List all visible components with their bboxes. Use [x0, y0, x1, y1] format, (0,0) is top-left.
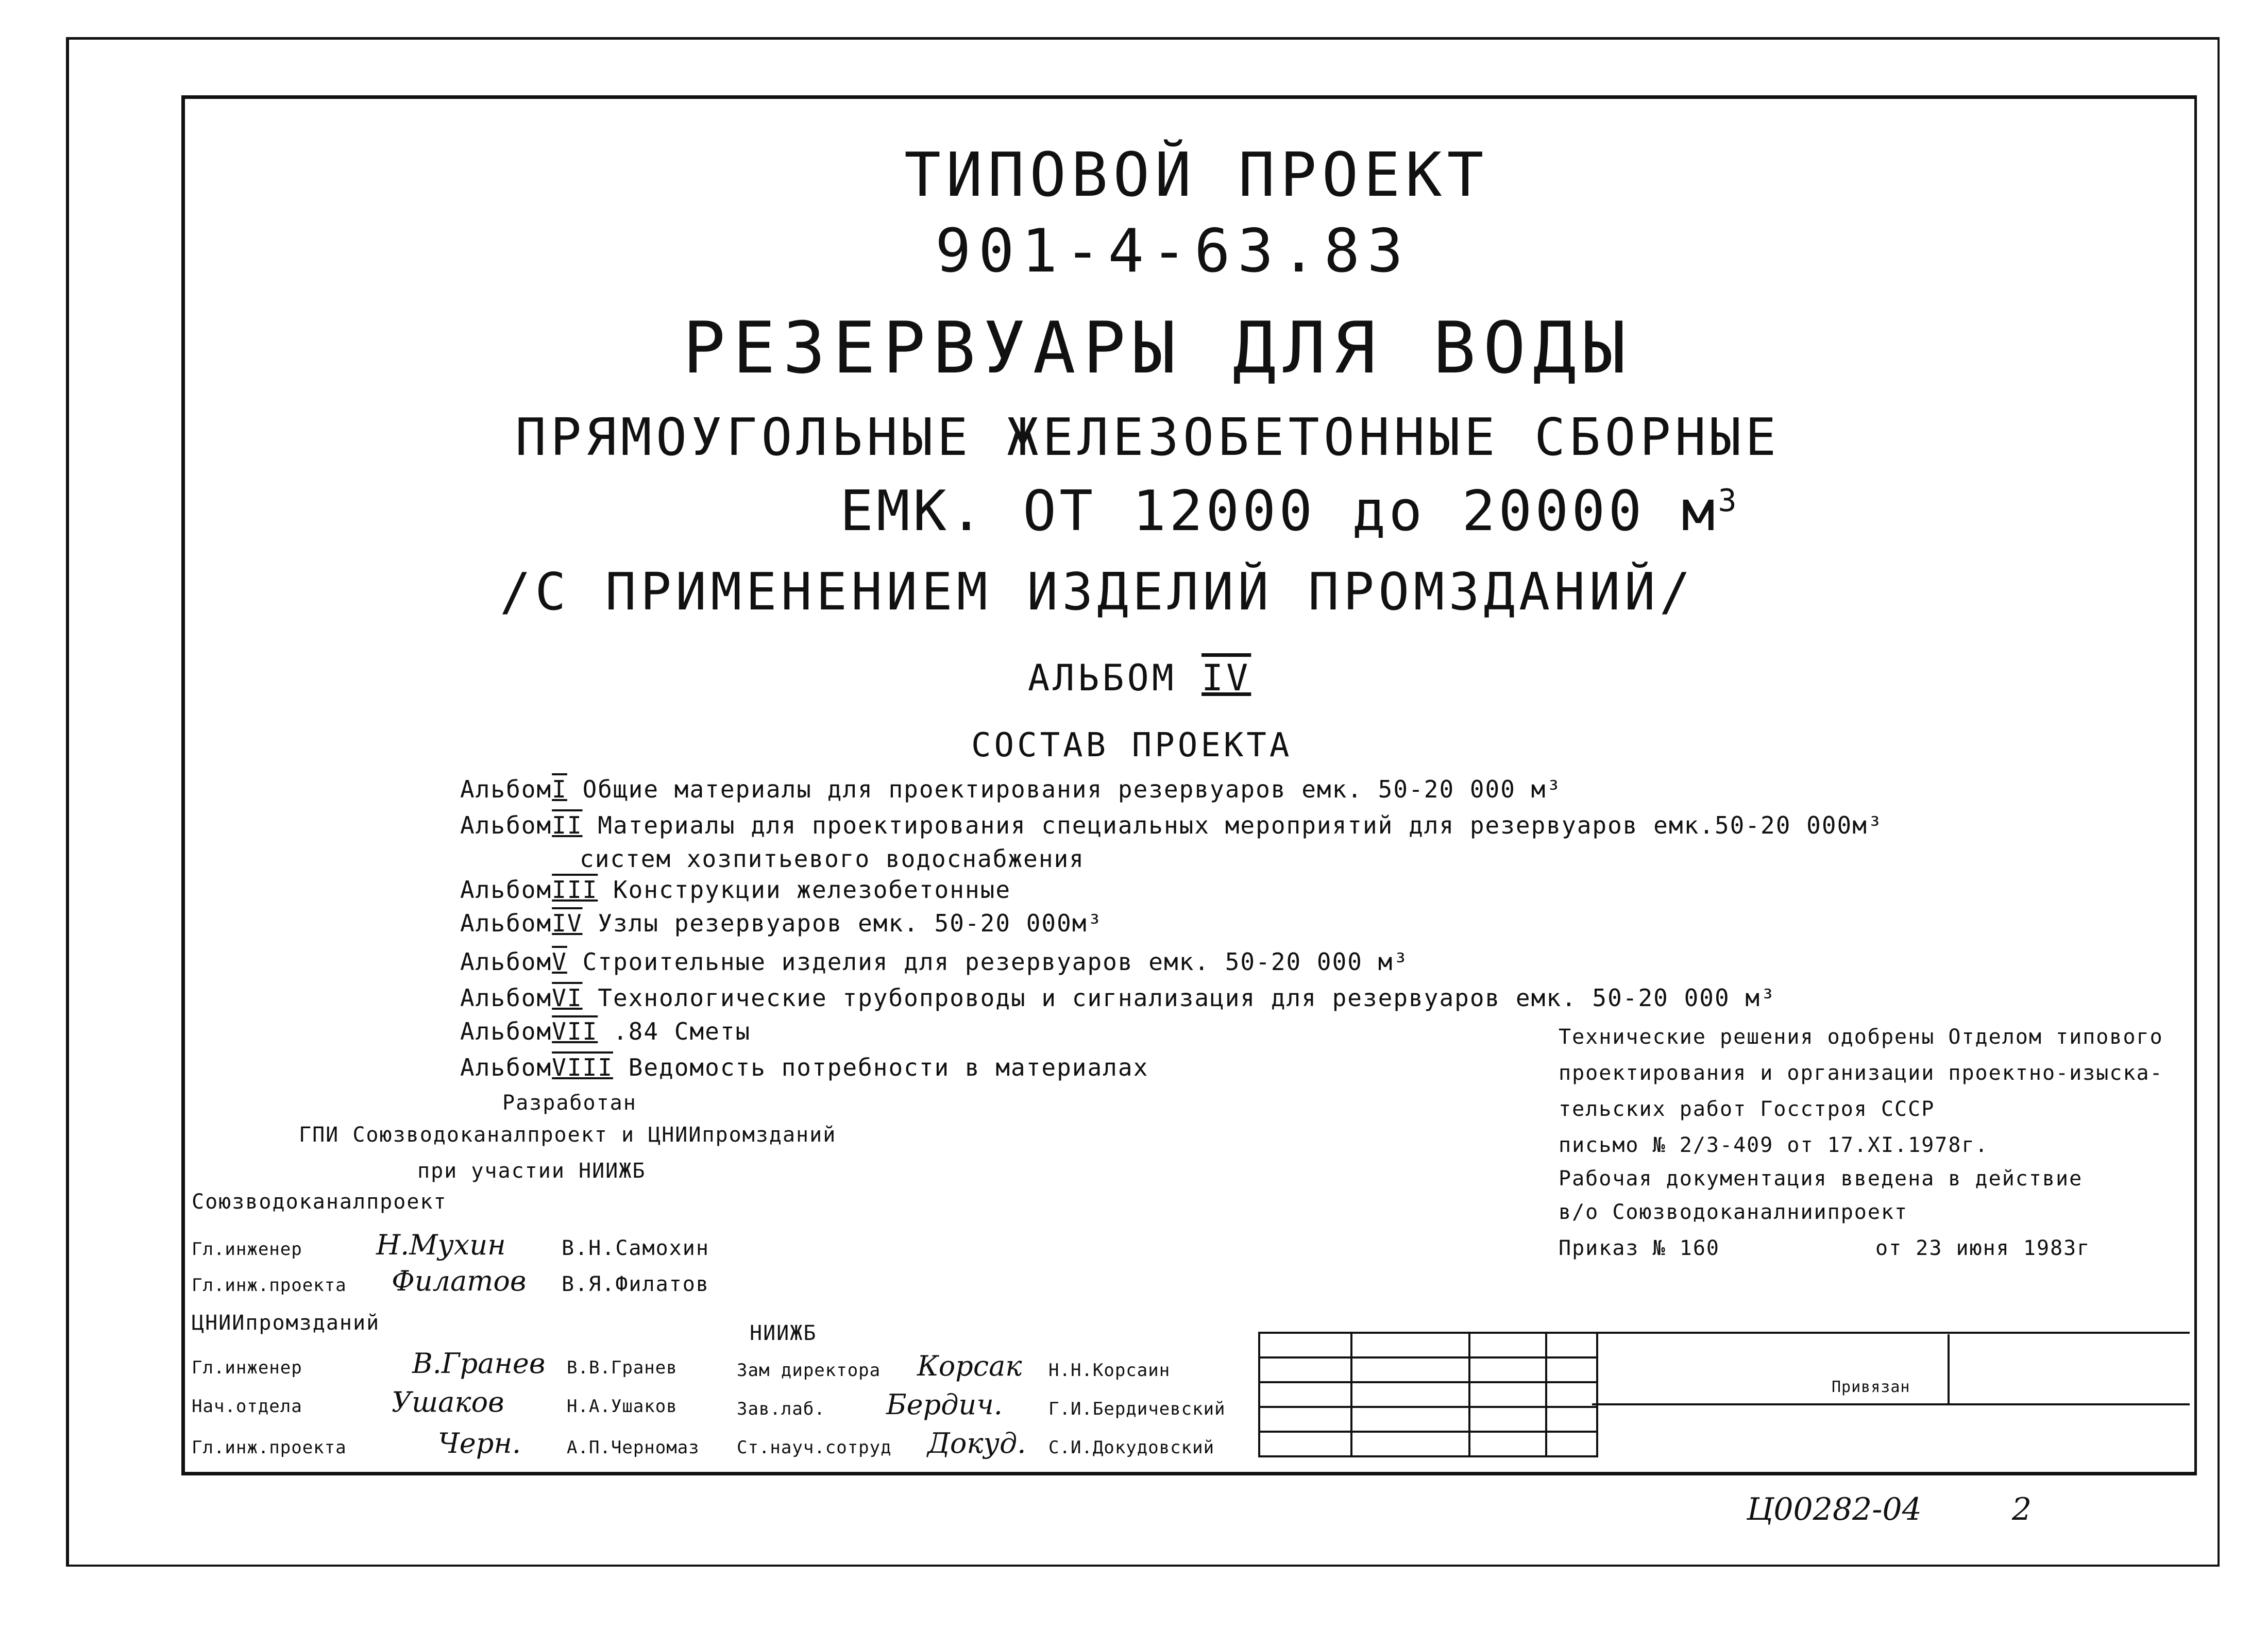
album-row-4: [460, 909, 1103, 937]
developed-participation: при участии НИИЖБ: [417, 1159, 646, 1183]
album-row-7: [460, 1017, 751, 1045]
title-capacity-text: ЕМК. ОТ 12000 до 20000 м: [840, 479, 1718, 544]
org3-signature-1: Корсак: [917, 1350, 1022, 1382]
org2-signature-3: Черн.: [438, 1427, 521, 1459]
album-row-num: VIII: [552, 1054, 613, 1081]
document-number: Ц00282-04: [1747, 1491, 1922, 1527]
sheet-number: 2: [2012, 1491, 2032, 1527]
title-project-number: 901-4-63.83: [935, 216, 1411, 286]
org2-signature-1: В.Гранев: [412, 1347, 546, 1380]
approval-line-7b: от 23 июня 1983г: [1875, 1236, 2091, 1260]
album-row-text: Узлы резервуаров емк. 50-20 000м³: [598, 909, 1103, 937]
album-row-num: II: [552, 811, 583, 839]
album-row-num: I: [552, 775, 567, 803]
stamp-mid-line: [1592, 1403, 2190, 1405]
approval-line-4: письмо № 2/3-409 от 17.XI.1978г.: [1559, 1133, 1989, 1157]
album-row-num: V: [552, 948, 567, 976]
album-row-label: Альбом: [460, 984, 552, 1012]
org2-name: ЦНИИпромзданий: [192, 1311, 380, 1335]
org3-person-1: Н.Н.Корсаин: [1048, 1360, 1171, 1381]
album-row-text: Ведомость потребности в материалах: [628, 1054, 1149, 1081]
album-row-text: Общие материалы для проектирования резервуаров емк. 50-20 000 м³: [582, 775, 1562, 803]
org1-signature-1: Н.Мухин: [376, 1229, 506, 1261]
org2-signature-2: Ушаков: [392, 1386, 504, 1418]
developed-orgs: ГПИ Союзводоканалпроект и ЦНИИпромзданий: [299, 1123, 837, 1147]
stamp-grid: [1258, 1332, 1598, 1457]
album-row-text: Конструкции железобетонные: [613, 876, 1011, 904]
stamp-top-line: [1592, 1332, 2190, 1334]
album-row-text: Материалы для проектирования специальных мероприятий для резервуаров емк.50-20 000м³: [598, 811, 1883, 839]
album-row-5: [460, 948, 1409, 976]
org3-signature-2: Бердич.: [886, 1388, 1003, 1421]
album-row-label: Альбом: [460, 1054, 552, 1081]
org2-person-2: Н.А.Ушаков: [567, 1396, 678, 1417]
developed-label: Разработан: [502, 1091, 637, 1115]
org1-person-2: В.Я.Филатов: [562, 1272, 709, 1296]
org3-role-2: Зав.лаб.: [737, 1399, 825, 1419]
album-row-label: Альбом: [460, 948, 552, 976]
composition-heading: СОСТАВ ПРОЕКТА: [971, 726, 1293, 765]
org3-name: НИИЖБ: [750, 1321, 817, 1345]
title-typical-project: ТИПОВОЙ ПРОЕКТ: [904, 139, 1489, 210]
title-capacity-sup: 3: [1718, 483, 1740, 519]
org2-role-1: Гл.инженер: [192, 1357, 302, 1378]
album-row-text: Технологические трубопроводы и сигнализация для резервуаров емк. 50-20 000 м³: [598, 984, 1776, 1012]
org3-role-1: Зам директора: [737, 1360, 881, 1381]
album-title-number: IV: [1201, 657, 1251, 699]
album-row-num: III: [552, 876, 598, 904]
album-row-3: [460, 876, 1011, 904]
org1-role-1: Гл.инженер: [192, 1239, 302, 1260]
org2-role-2: Нач.отдела: [192, 1396, 302, 1417]
stamp-label: Привязан: [1832, 1378, 1910, 1396]
org3-person-3: С.И.Докудовский: [1048, 1437, 1215, 1458]
org1-person-1: В.Н.Самохин: [562, 1236, 709, 1260]
org1-role-2: Гл.инж.проекта: [192, 1275, 347, 1296]
album-row-label: Альбом: [460, 876, 552, 904]
approval-line-7a: Приказ № 160: [1559, 1236, 1720, 1260]
approval-line-5: Рабочая документация введена в действие: [1559, 1167, 2083, 1191]
album-row-label: Альбом: [460, 1017, 552, 1045]
org2-role-3: Гл.инж.проекта: [192, 1437, 347, 1458]
stamp-divider: [1948, 1334, 1950, 1404]
org2-person-3: А.П.Черномаз: [567, 1437, 700, 1458]
album-row-6: [460, 984, 1776, 1012]
approval-line-2: проектирования и организации проектно-изыска-: [1559, 1061, 2163, 1085]
org2-person-1: В.В.Гранев: [567, 1357, 678, 1378]
album-row-1: [460, 775, 1562, 803]
album-row-label: Альбом: [460, 811, 552, 839]
album-row-text: .84 Сметы: [613, 1017, 751, 1045]
title-capacity: [840, 479, 1740, 544]
album-title: [1028, 657, 1251, 699]
album-row-num: VI: [552, 984, 583, 1012]
album-row-num: VII: [552, 1017, 598, 1045]
album-row-num: IV: [552, 909, 583, 937]
approval-line-1: Технические решения одобрены Отделом типового: [1559, 1025, 2163, 1049]
org1-signature-2: Филатов: [392, 1265, 527, 1297]
album-row-2: [460, 811, 1883, 839]
org3-signature-3: Докуд.: [927, 1427, 1026, 1459]
approval-line-6: в/о Союзводоканалниипроект: [1559, 1200, 1908, 1224]
album-row-label: Альбом: [460, 909, 552, 937]
album-title-word: АЛЬБОМ: [1028, 657, 1177, 699]
album-row-text: Строительные изделия для резервуаров емк. 50-20 000 м³: [582, 948, 1409, 976]
album-row-label: Альбом: [460, 775, 552, 803]
album-row-text: систем хозпитьевого водоснабжения: [580, 845, 1085, 873]
album-row-8: [460, 1054, 1148, 1081]
approval-line-3: тельских работ Госстроя СССР: [1559, 1097, 1935, 1121]
org3-role-3: Ст.науч.сотруд: [737, 1437, 892, 1458]
title-subtitle: ПРЯМОУГОЛЬНЫЕ ЖЕЛЕЗОБЕТОННЫЕ СБОРНЫЕ: [515, 407, 1781, 467]
org1-name: Союзводоканалпроект: [192, 1190, 447, 1214]
album-row-2-cont: [580, 845, 1085, 873]
title-reservoirs: РЕЗЕРВУАРЫ ДЛЯ ВОДЫ: [683, 307, 1633, 389]
org3-person-2: Г.И.Бердичевский: [1048, 1399, 1226, 1419]
title-application: /С ПРИМЕНЕНИЕМ ИЗДЕЛИЙ ПРОМЗДАНИЙ/: [500, 562, 1695, 622]
